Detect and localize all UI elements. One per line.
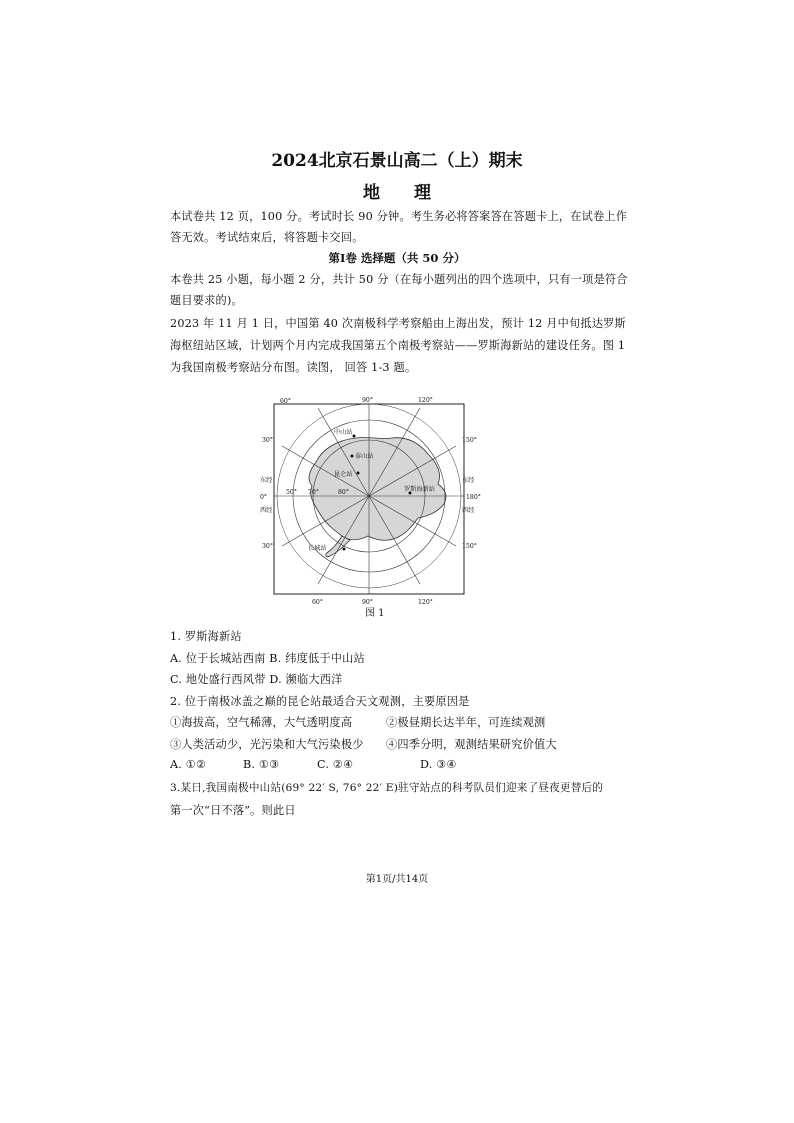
question-2-answer-c: C. ②④ (317, 758, 354, 771)
changcheng-station-dot (343, 548, 346, 551)
section-heading: 第Ⅰ卷 选择题（共 50 分） (328, 251, 466, 265)
question-2-answer-b: B. ①③ (243, 758, 280, 771)
map-label-top-120: 120° (418, 397, 433, 404)
map-label-rosshai: 罗斯海新站 (404, 486, 435, 493)
subject-title: 地 理 (363, 183, 431, 203)
question-2-option-1: ①海拔高，空气稀薄，大气透明度高 (170, 716, 353, 729)
material-line-2: 海枢纽站区域，计划两个月内完成我国第五个南极考察站——罗斯海新站的建设任务。图 1 (170, 339, 626, 352)
question-2-option-3: ③人类活动少，光污染和大气污染极少 (170, 738, 364, 751)
map-label-top-60: 60° (280, 398, 291, 405)
map-label-east-long-right: 东经 (462, 477, 475, 484)
page-footer: 第1页/共14页 (365, 874, 429, 885)
map-label-kunlun: 昆仑站 (334, 471, 353, 478)
map-label-lat-50: 50° (286, 489, 297, 496)
section-desc-2: 题目要求的)。 (170, 294, 243, 307)
map-label-east-long: 东经 (260, 477, 273, 484)
question-2-option-4: ④四季分明，观测结果研究价值大 (386, 738, 557, 751)
question-2-answer-d: D. ③④ (420, 758, 457, 771)
map-label-left-30-top: 30° (262, 437, 273, 444)
map-label-changcheng: 长城站 (308, 545, 327, 552)
kunlun-station-dot (357, 472, 360, 475)
map-label-right-150-bottom: 150° (462, 543, 477, 550)
question-2-answer-a: A. ①② (170, 758, 207, 771)
taishan-station-dot (351, 455, 354, 458)
section-desc-1: 本卷共 25 小题，每小题 2 分，共计 50 分（在每小题列出的四个选项中，只有一项是符合 (170, 273, 628, 286)
question-1-options-cd: C. 地处盛行西风带 D. 濒临大西洋 (170, 673, 343, 686)
question-1-options-ab: A. 位于长城站西南 B. 纬度低于中山站 (170, 652, 365, 665)
question-2-option-2: ②极昼期长达半年，可连续观测 (386, 716, 546, 729)
zhongshan-station-dot (353, 435, 356, 438)
question-3-line-2: 第一次“日不落”。则此日 (170, 804, 296, 817)
map-label-left-30-bottom: 30° (262, 543, 273, 550)
map-label-180: 180° (466, 494, 481, 501)
map-label-right-150-top: 150° (462, 437, 477, 444)
material-line-3: 为我国南极考察站分布图。读图， 回答 1-3 题。 (170, 361, 417, 374)
intro-line-2: 答无效。考试结束后，将答题卡交回。 (170, 231, 364, 244)
map-label-west-long: 西经 (260, 507, 273, 514)
map-label-0: 0° (260, 494, 268, 501)
map-label-top-90: 90° (362, 397, 373, 404)
question-1: 1. 罗斯海新站 (170, 630, 242, 643)
map-label-zhongshan: 中山站 (334, 429, 353, 436)
map-label-inner-70: 70° (308, 489, 319, 496)
material-line-1: 2023 年 11 月 1 日，中国第 40 次南极科学考察船由上海出发，预计 12 月中旬抵达罗斯 (170, 317, 626, 330)
map-caption: 图 1 (365, 608, 385, 619)
question-2: 2. 位于南极冰盖之巅的昆仑站最适合天文观测，主要原因是 (170, 695, 470, 708)
map-label-bottom-120: 120° (418, 599, 433, 606)
exam-title: 2024北京石景山高二（上）期末 (271, 151, 523, 171)
map-label-taishan: 泰山站 (355, 453, 374, 460)
map-label-bottom-90: 90° (362, 599, 373, 606)
antarctica-station-map (260, 397, 481, 606)
map-label-inner-80: 80° (338, 489, 349, 496)
question-3-line-1: 3.某日,我国南极中山站(69° 22′ S, 76° 22′ E)驻守站点的科考队员们迎来了昼夜更替后的 (170, 782, 604, 794)
map-label-bottom-60: 60° (312, 599, 323, 606)
intro-line-1: 本试卷共 12 页，100 分。考试时长 90 分钟。考生务必将答案答在答题卡上，在试卷上作 (170, 210, 628, 223)
map-label-west-long-right: 西经 (462, 507, 475, 514)
